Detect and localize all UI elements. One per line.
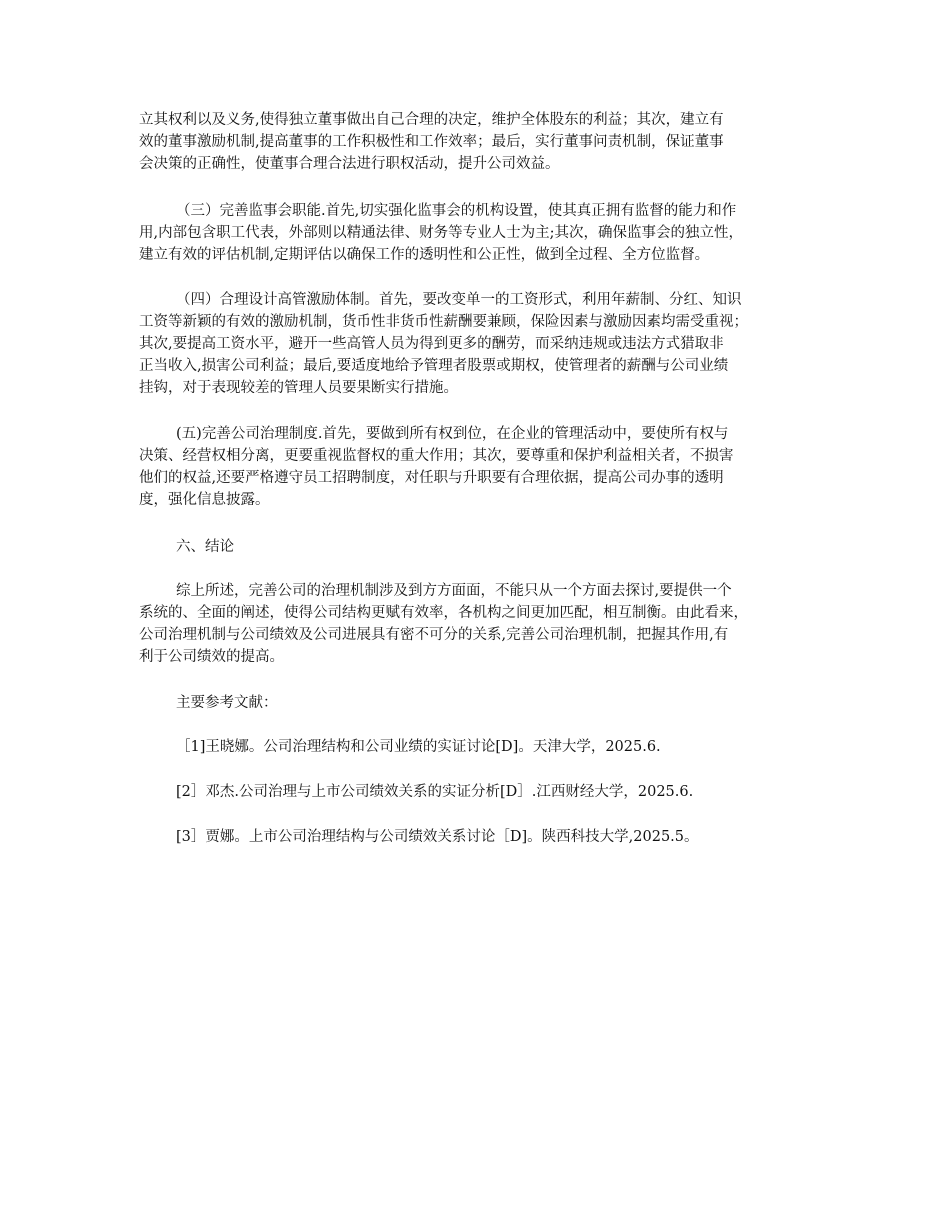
text-line: 综上所述，完善公司的治理机制涉及到方方面面，不能只从一个方面去探讨,要提供一个: [176, 583, 732, 599]
text-line: 决策、经营权相分离，更要重视监督权的重大作用；其次，要尊重和保护利益相关者，不损害: [139, 448, 734, 464]
text-line: 公司治理机制与公司绩效及公司进展具有密不可分的关系,完善公司治理机制，把握其作用,有: [139, 627, 729, 643]
text-line: (五)完善公司治理制度.首先，要做到所有权到位，在企业的管理活动中，要使所有权与: [176, 426, 729, 442]
text-line: 建立有效的评估机制,定期评估以确保工作的透明性和公正性，做到全过程、全方位监督。: [139, 247, 710, 263]
text-line: 他们的权益,还要严格遵守员工招聘制度，对任职与升职要有合理依据，提高公司办事的透明: [139, 470, 724, 486]
text-line: 会决策的正确性，使董事合理合法进行职权活动，提升公司效益。: [139, 156, 560, 172]
heading-text: 主要参考文献：: [176, 695, 278, 711]
text-line: 系统的、全面的阐述，使得公司结构更赋有效率，各机构之间更加匹配，相互制衡。由此看来，: [139, 605, 748, 621]
reference-text: [3］贾娜。上市公司治理结构与公司绩效关系讨论［D]。陕西科技大学,2025.5。: [176, 829, 699, 845]
text-line: （四）合理设计高管激励体制。首先，要改变单一的工资形式，利用年薪制、分红、知识: [176, 292, 742, 308]
heading-text: 六、结论: [176, 539, 234, 555]
paragraph-board-accountability: [139, 109, 811, 175]
text-line: 用,内部包含职工代表，外部则以精通法律、财务等专业人士为主;其次，确保监事会的独立性，: [139, 225, 743, 241]
section-heading-conclusion: [139, 536, 811, 558]
paragraph-governance-system: [139, 423, 811, 511]
reference-item: [139, 736, 811, 758]
text-line: 挂钩，对于表现较差的管理人员要果断实行措施。: [139, 380, 458, 396]
paragraph-supervisory-board: [139, 200, 811, 266]
text-line: 立其权利以及义务,使得独立董事做出自己合理的决定，维护全体股东的利益；其次，建立有: [139, 112, 724, 128]
text-line: 工资等新颖的有效的激励机制，货币性非货币性薪酬要兼顾，保险因素与激励因素均需受重视；: [139, 314, 748, 330]
references-heading: [139, 692, 811, 714]
paragraph-conclusion: [139, 580, 811, 668]
reference-text: [2］邓杰.公司治理与上市公司绩效关系的实证分析[D］.江西财经大学，2025.6.: [176, 784, 694, 800]
paragraph-executive-incentives: [139, 289, 811, 399]
text-line: 度，强化信息披露。: [139, 492, 270, 508]
text-line: （三）完善监事会职能.首先,切实强化监事会的机构设置，使其真正拥有监督的能力和作: [176, 203, 737, 219]
reference-text: ［1]王晓娜。公司治理结构和公司业绩的实证讨论[D]。天津大学，2025.6.: [176, 739, 661, 755]
reference-item: [139, 826, 811, 848]
reference-item: [139, 781, 811, 803]
text-line: 其次,要提高工资水平，避开一些高管人员为得到更多的酬劳，而采纳违规或违法方式猎取非: [139, 336, 724, 352]
text-line: 正当收入,损害公司利益；最后,要适度地给予管理者股票或期权，使管理者的薪酬与公司业绩: [139, 358, 729, 374]
text-line: 效的董事激励机制,提高董事的工作积极性和工作效率；最后，实行董事问责机制，保证董事: [139, 134, 724, 150]
text-line: 利于公司绩效的提高。: [139, 649, 284, 665]
